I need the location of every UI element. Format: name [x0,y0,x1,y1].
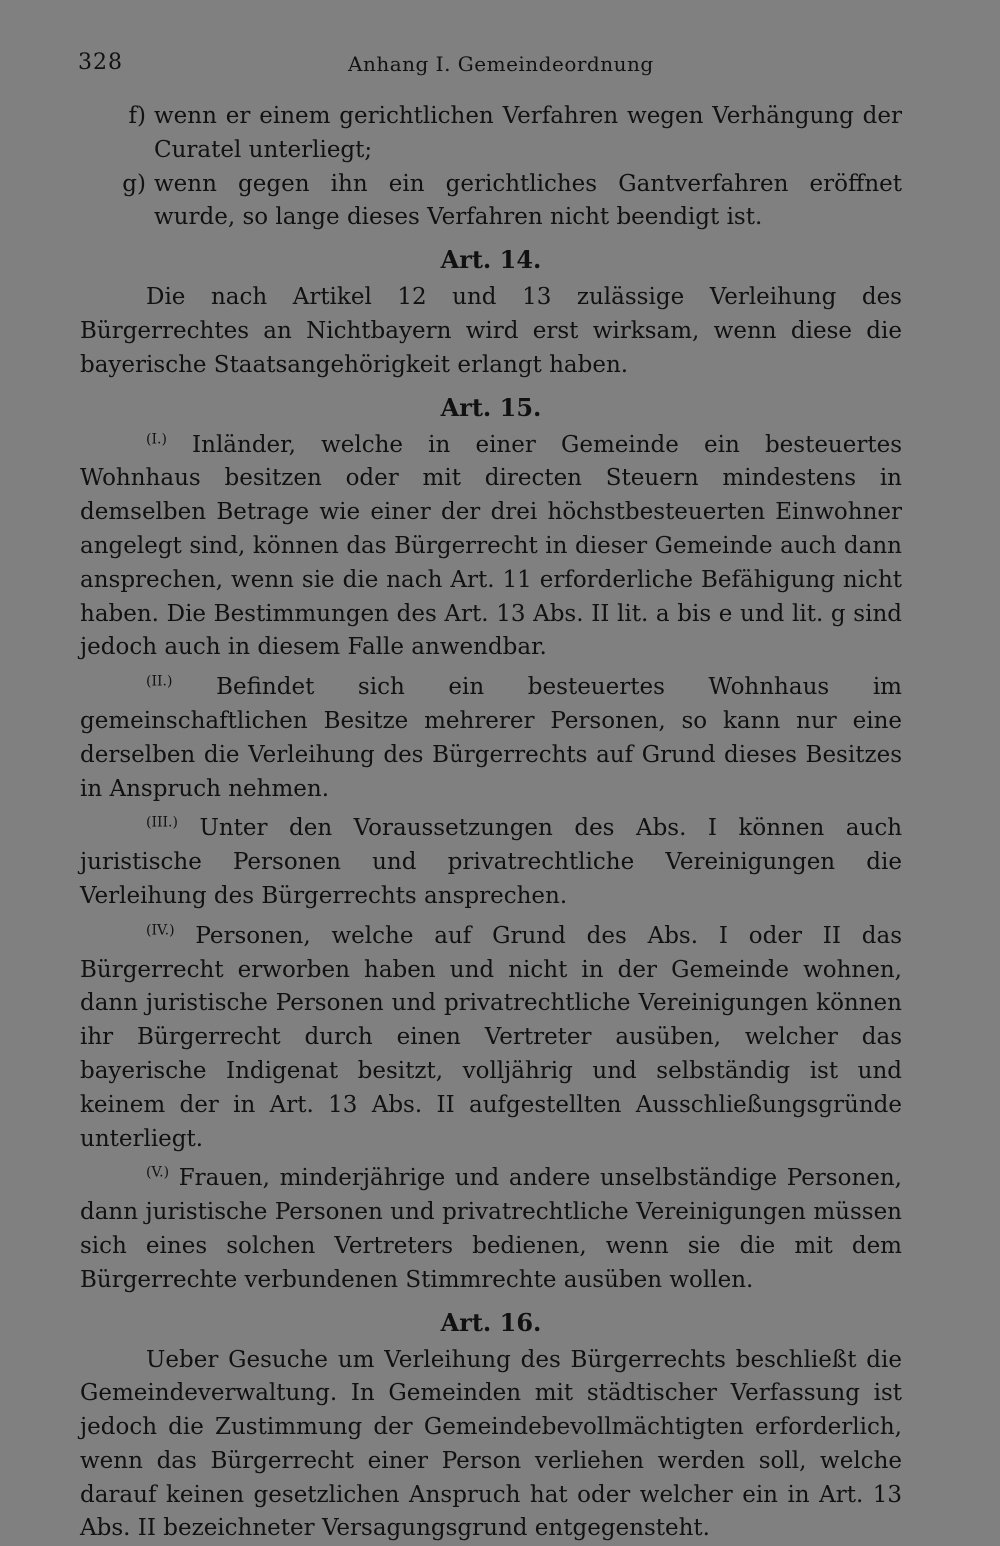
paragraph-text: Frauen, minderjährige und andere unselbständige Personen, dann juristische Personen und privatrechtliche Vereinigungen müssen sich eines solchen Vertreters bedienen, wenn sie die mit dem Bürgerrechte verbundenen Stimmrechte ausüben wollen. [80,1165,902,1292]
article-14-text: Die nach Artikel 12 und 13 zulässige Verleihung des Bürgerrechtes an Nichtbayern wird erst wirksam, wenn diese die bayerische Staatsangehörigkeit erlangt haben. [80,281,902,382]
article-15-paragraph-1 [80,429,902,666]
paragraph-text: Befindet sich ein besteuertes Wohnhaus im gemeinschaftlichen Besitze mehrerer Personen, so kann nur eine derselben die Verleihung des Bürgerrechts auf Grund dieses Besitzes in Anspruch nehmen. [80,674,902,801]
article-16-text: Ueber Gesuche um Verleihung des Bürgerrechts beschließt die Gemeindeverwaltung. In Gemeinden mit städtischer Verfassung ist jedoch die Zustimmung der Gemeindebevollmächtigten erforderlich, wenn das Bürgerrecht einer Person verliehen werden soll, welche darauf keinen gesetzlichen Anspruch hat oder welcher ein in Art. 13 Abs. II bezeichneter Versagungsgrund entgegensteht. [80,1344,902,1546]
article-15-paragraph-3 [80,812,902,913]
paragraph-mark: (IV.) [146,922,175,938]
item-text: wenn gegen ihn ein gerichtliches Gantverfahren eröffnet wurde, so lange dieses Verfahren nicht beendigt ist. [146,168,902,236]
page-header [78,50,900,80]
paragraph-mark: (V.) [146,1165,169,1181]
article-15-paragraph-4 [80,920,902,1157]
item-text: wenn er einem gerichtlichen Verfahren wegen Verhängung der Curatel unterliegt; [146,100,902,168]
list-item [80,100,902,168]
list-item [80,168,902,236]
item-label: f) [80,100,146,168]
article-heading-15: Art. 15. [80,391,902,425]
body-text [80,100,902,1546]
article-15-paragraph-2 [80,671,902,806]
paragraph-text: Unter den Voraussetzungen des Abs. I können auch juristische Personen und privatrechtliche Vereinigungen die Verleihung des Bürgerrechts ansprechen. [80,815,902,909]
article-heading-14: Art. 14. [80,243,902,277]
article-heading-16: Art. 16. [80,1306,902,1340]
page-number: 328 [78,50,123,75]
running-head: Anhang I. Gemeindeordnung [348,52,654,76]
paragraph-mark: (I.) [146,431,167,447]
paragraph-mark: (III.) [146,815,178,831]
article-15-paragraph-5 [80,1162,902,1297]
paragraph-text: Personen, welche auf Grund des Abs. I oder II das Bürgerrecht erworben haben und nicht in der Gemeinde wohnen, dann juristische Personen und privatrechtliche Vereinigungen können ihr Bürgerrecht durch einen Vertreter ausüben, welcher das bayerische Indigenat besitzt, volljährig und selbständig ist und keinem der in Art. 13 Abs. II aufgestellten Ausschließungsgründe unterliegt. [80,923,902,1152]
item-label: g) [80,168,146,236]
paragraph-mark: (II.) [146,674,172,690]
paragraph-text: Inländer, welche in einer Gemeinde ein besteuertes Wohnhaus besitzen oder mit directen Steuern mindestens in demselben Betrage wie einer der drei höchstbesteuerten Einwohner angelegt sind, können das Bürgerrecht in dieser Gemeinde auch dann ansprechen, wenn sie die nach Art. 11 erforderliche Befähigung nicht haben. Die Bestimmungen des Art. 13 Abs. II lit. a bis e und lit. g sind jedoch auch in diesem Falle anwendbar. [80,432,902,661]
